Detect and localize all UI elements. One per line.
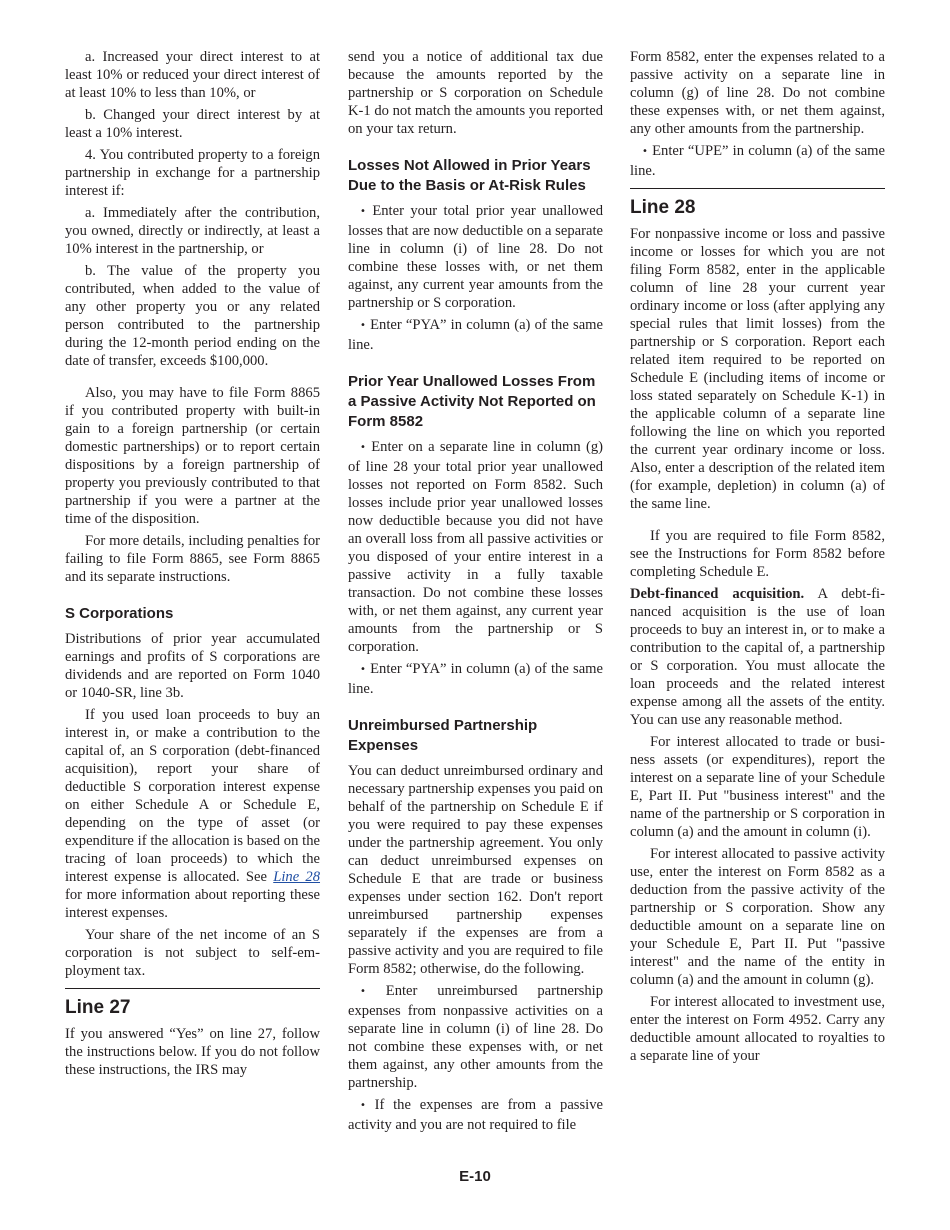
paragraph-text: for more information about reporting these interest expenses. <box>65 887 320 921</box>
paragraph <box>65 706 320 922</box>
heading-line-27: Line 27 <box>65 997 131 1018</box>
paragraph: You can deduct unreimbursed ordinary and necessary partnership expenses you paid on behalf of the partnership on Schedule E if you were required to pay these expenses under the partnership agreement. You only can deduct unreimbursed expenses on Schedule E that are trade or business expenses under section 162. Don't report unreimbursed partnership expenses separately if the expenses are from a passive activity and you are required to file Form 8582; otherwise, do the following. <box>348 763 603 977</box>
paragraph: a. Immediately after the contribution, you owned, directly or indirectly, at least a 10% interest in the partnership, or <box>65 205 320 257</box>
paragraph: For nonpassive income or loss and passive income or losses for which you are not filing Form 8582, enter in the applicable column of line 28 your current year ordinary income or loss (after applying any special rules that limit losses) from the partnership or S corporation. Report each related item required to be reported on Schedule E (including items of income or loss stated separately on Schedule K-1) in the applicable column of a separate line following the line on which you reported the current year ordinary income or loss. Also, enter a description of the related item (for example, depletion) in column (a) of the same line. <box>630 226 885 512</box>
paragraph: For interest allocated to investment use, enter the interest on Form 4952. Carry any deductible amount allocated to royalties to a separate line of your <box>630 994 885 1064</box>
heading-s-corporations: S Corporations <box>65 605 174 622</box>
bullet-icon: • <box>360 986 366 997</box>
bullet-icon: • <box>360 206 366 217</box>
paragraph: For more details, including penalties for failing to file Form 8865, see Form 8865 and its separate instructions. <box>65 533 320 585</box>
paragraph: b. The value of the property you contributed, when added to the value of any other property you or any related person contributed to the partnership during the 12-month period ending on the date of transfer, exceeds $100,000. <box>65 263 320 369</box>
bullet-item <box>348 438 603 656</box>
section-divider <box>65 988 320 989</box>
paragraph: For interest allocated to trade or business assets (or expenditures), report the interest on a separate line of your Schedule E, Part II. Put "business interest" and the name of the partnership or S corporation in column (a) and the amount in column (i). <box>630 734 885 840</box>
paragraph-text: If you used loan proceeds to buy an interest in, or make a contribution to the capital of, an S corporation (debt-financed acquisition), report your share of deductible S corporation interest expense on either Schedule A or Schedule E, depending on the type of asset (or expenditure if the allocation is based on the tracing of loan proceeds) to which the interest expense is allocated. See <box>65 707 320 885</box>
paragraph <box>630 585 885 729</box>
bullet-item <box>348 202 603 312</box>
paragraph: Distributions of prior year accumulated earnings and profits of S corporations are dividends and are reported on Form 1040 or 1040-SR, line 3b. <box>65 631 320 701</box>
bullet-icon: • <box>360 1100 366 1111</box>
bullet-icon: • <box>360 442 366 453</box>
section-divider <box>630 188 885 189</box>
paragraph: If you are required to file Form 8582, see the Instructions for Form 8582 before completing Schedule E. <box>630 528 885 580</box>
paragraph: send you a notice of additional tax due because the amounts reported by the partnership or S corporation on Schedule K-1 do not match the amounts you reported on your tax return. <box>348 49 603 137</box>
column-left <box>65 48 320 1083</box>
paragraph: For interest allocated to passive activity use, enter the interest on Form 8582 as a deduction from the passive activity of the partnership or S corporation. Show any deductible amount on a separate line on your Schedule E, Part II. Put "passive interest" and the name of the entity in column (a) and the amount in column (g). <box>630 846 885 988</box>
paragraph: 4. You contributed property to a foreign partnership in exchange for a partnership interest if: <box>65 147 320 199</box>
column-right <box>630 48 885 1069</box>
paragraph: a. Increased your direct interest to at least 10% or reduced your direct interest of at least 10% to less than 10%, or <box>65 49 320 101</box>
run-in-heading: Debt-financed acquisition. <box>630 586 805 602</box>
paragraph: b. Changed your direct interest by at least a 10% interest. <box>65 107 320 141</box>
bullet-text: Enter “UPE” in column (a) of the same line. <box>630 143 885 179</box>
page-number: E-10 <box>459 1168 491 1185</box>
paragraph: Form 8582, enter the expenses related to a passive activity on a separate line in column (g) of line 28. Do not combine these expenses with, or net them against, any other amounts from the partnership. <box>630 49 885 137</box>
paragraph: Your share of the net income of an S corporation is not subject to self-employment tax. <box>65 927 320 979</box>
bullet-text: Enter your total prior year unallowed losses that are now deductible on a separate line in column (i) of line 28. Do not combine these losses with, or net them against, any current year amounts from the partnership or S corporation. <box>348 203 603 311</box>
paragraph-text: A debt-financed acquisition is the use of loan proceeds to buy an interest in, or to make a contribution to the capital of, a partnership or S corporation. You must allocate the loan proceeds and the related interest expense among all the assets of the entity. You can use any reasonable method. <box>630 586 885 728</box>
bullet-text: Enter on a separate line in column (g) of line 28 your total prior year unallowed losses not reported on Form 8582. Such losses include prior year unallowed losses now deductible because you did not have an overall loss from all passive activities or you disposed of your entire interest in a passive activity in a fully taxable transaction. Do not combine these losses with, or net them against, any current year amounts from the partnership or S corporation. <box>348 439 603 655</box>
bullet-item <box>348 660 603 698</box>
bullet-icon: • <box>360 664 366 675</box>
line-28-link[interactable]: Line 28 <box>273 869 321 885</box>
heading-line-28: Line 28 <box>630 197 696 218</box>
bullet-icon: • <box>360 320 366 331</box>
bullet-text: Enter “PYA” in column (a) of the same line. <box>348 661 604 697</box>
bullet-item <box>630 142 885 180</box>
heading-unreimbursed-expenses: Unreimbursed Partnership Expenses <box>348 717 538 754</box>
heading-losses-not-allowed: Losses Not Allowed in Prior Years Due to the Basis or At-Risk Rules <box>348 157 591 194</box>
bullet-item <box>348 982 603 1092</box>
bullet-text: If the expenses are from a passive activity and you are not required to file <box>348 1097 603 1133</box>
bullet-item <box>348 316 603 354</box>
paragraph: Also, you may have to file Form 8865 if you contributed property with built-in gain to a foreign partnership (or certain domestic partnerships) or to report certain dispositions by a foreign partnership of property you previously contributed to that partnership if you were a partner at the time of the disposition. <box>65 385 320 527</box>
paragraph: If you answered “Yes” on line 27, follow the instructions below. If you do not follow these instructions, the IRS may <box>65 1026 320 1078</box>
bullet-icon: • <box>642 146 648 157</box>
bullet-item <box>348 1096 603 1134</box>
heading-prior-year-unallowed: Prior Year Unallowed Losses From a Passive Activity Not Reported on Form 8582 <box>348 373 596 430</box>
column-middle <box>348 48 603 1138</box>
bullet-text: Enter unreimbursed partnership expenses from nonpassive activities on a separate line in column (i) of line 28. Do not combine these expenses with, or net them against, any other amounts from the partnership. <box>348 983 604 1091</box>
bullet-text: Enter “PYA” in column (a) of the same line. <box>348 317 604 353</box>
